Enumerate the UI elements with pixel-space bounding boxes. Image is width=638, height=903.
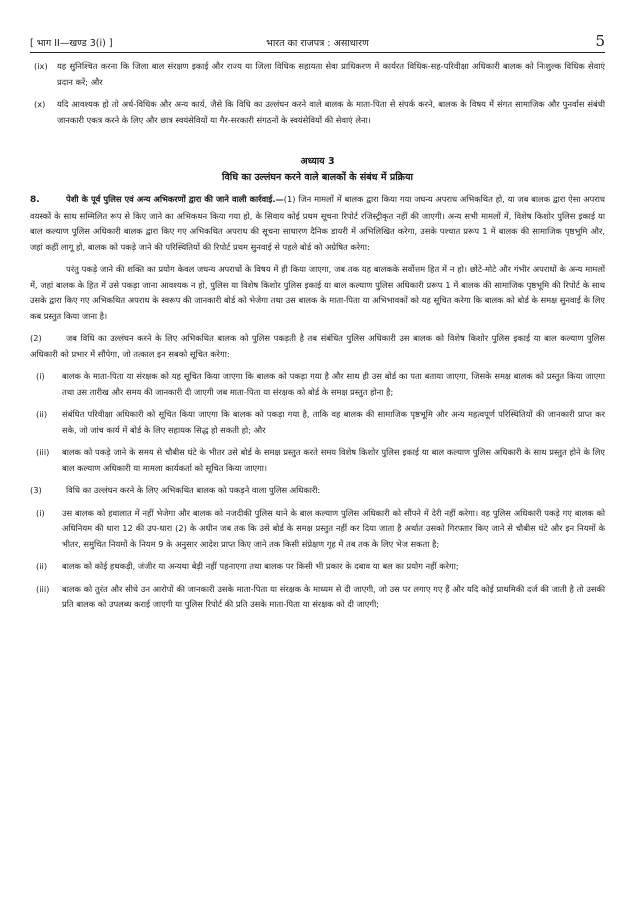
item-text: संबंधित परिवीक्षा अधिकारी को सूचित किया जाएगा कि बालक को पकड़ा गया है, ताकि वह बालक की सामाजिक पृष्ठभूमि और अन्य महत्वपूर्ण परिस्थितियों की जानकारी प्राप्त कर सके, जो जांच कार्य में बोर्ड के लिए सहायक सिद्ध हो सकती हो; और [62,409,605,435]
item-text: बालक को तुरंत और सीधे उन आरोपों की जानकारी उसके माता-पिता या संरक्षक के माध्यम से दी जाएगी, जो उस पर लगाए गए हैं और यदि कोई प्राथमिकी दर्ज की जाती है तो उसकी प्रति बालक को उपलब्ध कराई जाएगी या पुलिस रिपोर्ट की प्रति उसके माता-पिता या संरक्षक को दी जाएगी; [62,583,605,609]
section-8-para-1 [30,192,605,255]
item-label: (iii) [36,583,50,594]
list-item [30,445,605,476]
item-label: (ii) [36,561,48,571]
sub-section-text: विधि का उल्लंघन करने के लिए अभिकथित बालक को पकड़ने वाला पुलिस अधिकारी: [66,485,321,495]
gazette-title: भारत का राजपत्र : असाधारण [266,38,369,49]
item-label: (ii) [36,409,48,419]
sub-section-label: (2) [30,333,42,343]
item-label: (iii) [36,447,50,457]
item-text: यह सुनिश्चित करना कि जिला बाल संरक्षण इकाई और राज्य या जिला विधिक सहायता सेवा प्राधिकरण में कार्यरत विधिक-सह-परिवीक्षा अधिकारी बालक को निःशुल्क विधिक सेवाएं प्रदान करें; और [57,61,605,87]
proviso: परंतु पकड़े जाने की शक्ति का प्रयोग केवल जघन्य अपराधों के विषय में ही किया जाएगा, जब तक यह बालकके सर्वोत्तम हित में न हो। छोटे-मोटे और गंभीर अपराधों के अन्य मामलों में, जहां बालक के हित में उसे पकड़ा जाना आवश्यक न हो, पुलिस या विशेष किशोर पुलिस इकाई या बाल कल्याण पुलिस अधिकारी प्ररूप 1 में बालक की सामाजिक पृष्ठभूमि की रिपोर्ट के साथ उसके द्वारा किए गए अभिकथित अपराध के स्वरूप की जानकारी बोर्ड को भेजेगा तथा उस बालक के माता-पिता या अभिभावकों को यह सूचित करेगा कि बालक को बोर्ड के समक्ष सुनवाई के लिए कब प्रस्तुत किया जाना है। [30,264,605,321]
item-text: यदि आवश्यक हो तो अर्ध-विधिक और अन्य कार्य, जैसे कि विधि का उल्लंघन करने वाले बालक के माता-पिता से संपर्क करने, बालक के विषय में संगत सामाजिक और पुनर्वास संबंधी जानकारी एकत्र करने के लिए और छात्र स्वयंसेवियों या गैर-सरकारी संगठनों के स्वयंसेवियों की सेवाएं लेना। [57,99,605,125]
item-text: बालक को पकड़े जाने के समय से चौबीस घंटे के भीतर उसे बोर्ड के समक्ष प्रस्तुत करते समय विशेष किशोर पुलिस इकाई या बाल कल्याण पुलिस अधिकारी के साथ प्रस्तुत होने के लिए बाल कल्याण अधिकारी या मामला कार्यकर्ता को सूचित किया जाएगा। [62,447,605,473]
section-body: (1) जिन मामलों में बालक द्वारा किया गया जघन्य अपराध अभिकथित हो, या जब बालक द्वारा ऐसा अपराध वयस्कों के साथ सम्मिलित रूप से किए जाने का अभिकथन किया गया हो, के सिवाय कोई प्रथम सूचना रिपोर्ट रजिस्ट्रीकृत नहीं की जाएगी। अन्य सभी मामलों में, विशेष किशोर पुलिस इकाई या बाल कल्याण पुलिस अधिकारी बालक द्वारा किए गए अभिकथित अपराध की सूचना साधारण दैनिक डायरी में अभिलिखित करेगा, उसके पश्चात प्ररूप 1 में बालक की सामाजिक पृष्ठभूमि और, जहां कहीं लागू हो, बालक को पकड़े जाने की परिस्थितियों की रिपोर्ट प्रथम सुनवाई से पहले बोर्ड को अग्रेषित करेगा: [30,194,605,252]
item-text: बालक के माता-पिता या संरक्षक को यह सूचित किया जाएगा कि बालक को पकड़ा गया है और साथ ही उस बोर्ड का पता बताया जाएगा, जिसके समक्ष बालक को प्रस्तुत किया जाएगा तथा उस तारीख और समय की जानकारी दी जाएगी जब माता-पिता या संरक्षक को बोर्ड के समक्ष प्रस्तुत होना है; [62,371,605,397]
item-label: (i) [36,371,45,381]
item-text: बालक को कोई हथकड़ी, जंजीर या अन्यथा बेड़ी नहीं पहनाएगा तथा बालक पर किसी भी प्रकार के दबाव या बल का प्रयोग नहीं करेगा; [62,561,459,571]
list-item [30,59,605,90]
part-section-label: [ भाग II—खण्ड 3(i) ] [30,38,113,49]
list-item [30,506,605,553]
list-item [30,559,605,575]
list-item [30,407,605,438]
chapter-number: अध्याय 3 [300,156,335,167]
item-text: उस बालक को हवालात में नहीं भेजेगा और बालक को नजदीकी पुलिस थाने के बाल कल्याण पुलिस अधिकारी को सौंपने में देरी नहीं करेगा। वह पुलिस अधिकारी पकड़े गए बालक को अधिनियम की धारा 12 की उप-धारा (2) के अधीन जब तक कि उसे बोर्ड के समक्ष प्रस्तुत नहीं कर दिया जाता है अर्थात उसको गिरफ्तार किए जाने से चौबीस घंटे और इन नियमों के भीतर, समुचित नियमों के नियम 9 के अनुसार आदेश प्राप्त किए जाने तक किसी संप्रेक्षण गृह में तब तक के लिए भेज सकता है; [62,507,605,549]
gazette-page [30,34,605,613]
sub-section-2 [30,331,605,362]
section-heading: पेशी के पूर्व पुलिस एवं अन्य अभिकरणों द्वारा की जाने वाली कार्रवाई.— [66,194,284,204]
item-label: (ix) [34,61,48,71]
chapter-title: विधि का उल्लंघन करने वाले बालकों के संबंध में प्रक्रिया [222,172,413,183]
item-label: (i) [36,507,45,518]
sub-section-3 [30,483,605,499]
sub-section-text: जब विधि का उल्लंघन करने के लिए अभिकथित बालक को पुलिस पकड़ती है तब संबंधित पुलिस अधिकारी उस बालक को विशेष किशोर पुलिस इकाई या बाल कल्याण पुलिस अधिकारी को प्रभार में सौंपेगा, जो तत्काल इन सबको सूचित करेगा: [30,333,605,359]
page-header [30,34,605,50]
page-number: 5 [595,32,605,50]
list-item [30,582,605,613]
item-label: (x) [34,99,46,109]
sub-section-label: (3) [30,485,42,495]
section-number: 8. [30,195,40,205]
list-item [30,369,605,400]
list-item [30,97,605,128]
